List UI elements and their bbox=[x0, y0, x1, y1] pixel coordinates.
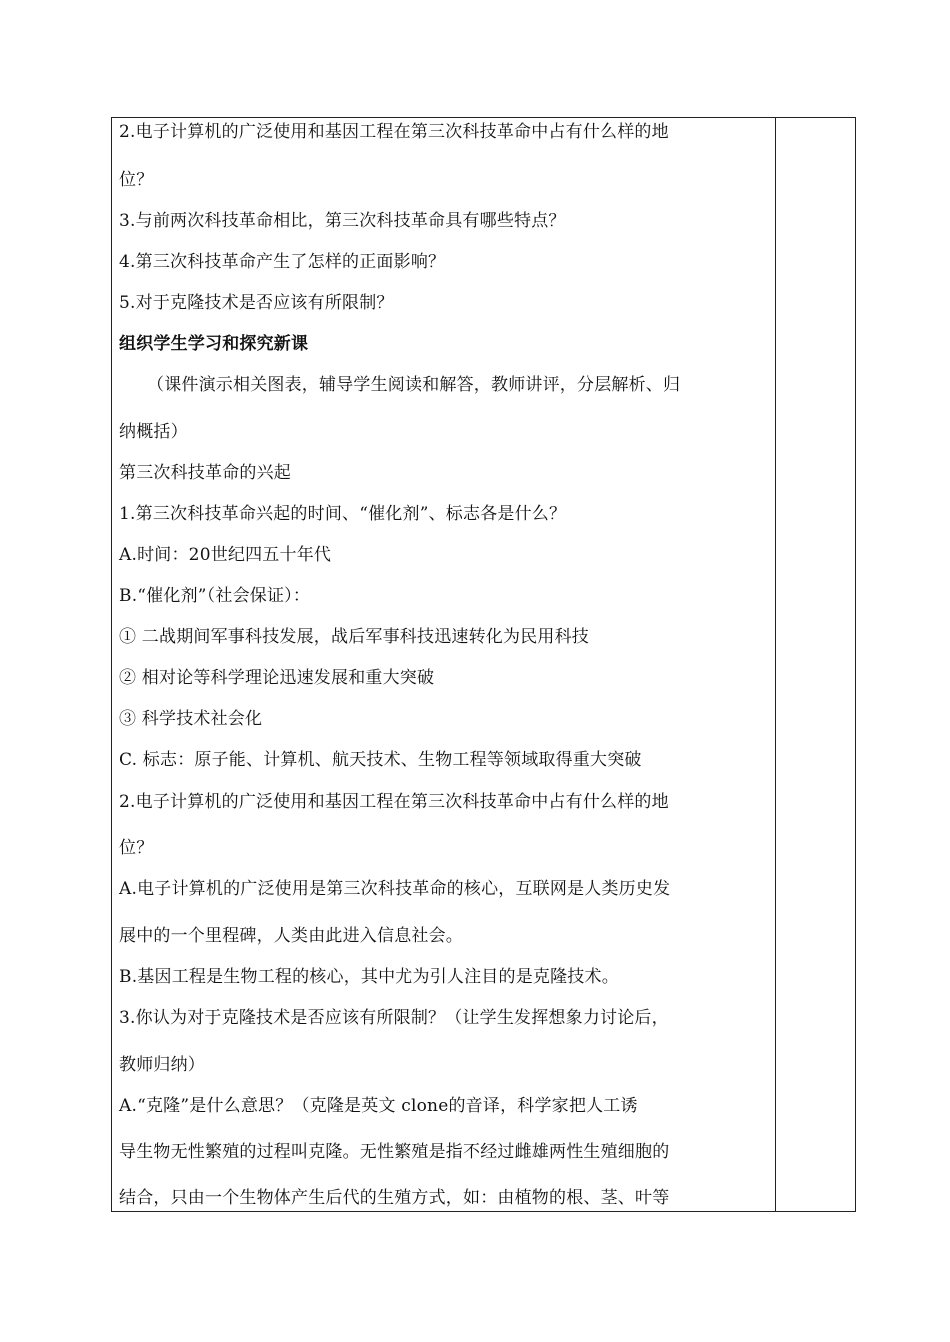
method-note-line-1: （课件演示相关图表，辅导学生阅读和解答，教师讲评，分层解析、归 bbox=[147, 375, 681, 395]
lesson-table bbox=[111, 117, 856, 1212]
point-3-question-line-2: 教师归纳） bbox=[119, 1055, 205, 1075]
point-2-a-line-2: 展中的一个里程碑，人类由此进入信息社会。 bbox=[119, 926, 463, 946]
notes-column-cell bbox=[776, 118, 855, 1211]
method-note-line-2: 纳概括） bbox=[119, 422, 188, 442]
question-2-line-1: 2.电子计算机的广泛使用和基因工程在第三次科技革命中占有什么样的地 bbox=[119, 122, 669, 142]
point-3-question-line-1: 3.你认为对于克隆技术是否应该有所限制？（让学生发挥想象力讨论后， bbox=[119, 1008, 669, 1028]
point-1-b-item-2: ② 相对论等科学理论迅速发展和重大突破 bbox=[119, 668, 435, 688]
point-2-a-line-1: A.电子计算机的广泛使用是第三次科技革命的核心，互联网是人类历史发 bbox=[119, 879, 671, 899]
section-heading: 组织学生学习和探究新课 bbox=[119, 334, 309, 354]
point-2-b: B.基因工程是生物工程的核心，其中尤为引人注目的是克隆技术。 bbox=[119, 967, 619, 987]
point-1-c: C. 标志：原子能、计算机、航天技术、生物工程等领域取得重大突破 bbox=[119, 750, 642, 770]
point-3-a-line-3: 结合，只由一个生物体产生后代的生殖方式，如：由植物的根、茎、叶等 bbox=[119, 1188, 670, 1208]
point-1-b-item-1: ① 二战期间军事科技发展，战后军事科技迅速转化为民用科技 bbox=[119, 627, 590, 647]
question-3: 3.与前两次科技革命相比，第三次科技革命具有哪些特点？ bbox=[119, 211, 566, 231]
point-1-a: A.时间：20世纪四五十年代 bbox=[119, 545, 332, 565]
point-2-question-line-2: 位？ bbox=[119, 838, 154, 858]
point-1-b-item-3: ③ 科学技术社会化 bbox=[119, 709, 263, 729]
question-4: 4.第三次科技革命产生了怎样的正面影响？ bbox=[119, 252, 446, 272]
subsection-title: 第三次科技革命的兴起 bbox=[119, 463, 291, 483]
question-2-line-2: 位？ bbox=[119, 170, 154, 190]
question-5: 5.对于克隆技术是否应该有所限制？ bbox=[119, 293, 394, 313]
point-3-a-line-2: 导生物无性繁殖的过程叫克隆。无性繁殖是指不经过雌雄两性生殖细胞的 bbox=[119, 1142, 670, 1162]
point-2-question-line-1: 2.电子计算机的广泛使用和基因工程在第三次科技革命中占有什么样的地 bbox=[119, 792, 669, 812]
point-1-b: B.“催化剂”（社会保证）： bbox=[119, 586, 311, 606]
point-1-question: 1.第三次科技革命兴起的时间、“催化剂”、标志各是什么？ bbox=[119, 504, 567, 524]
point-3-a-line-1: A.“克隆”是什么意思？（克隆是英文 clone的音译，科学家把人工诱 bbox=[119, 1096, 638, 1116]
